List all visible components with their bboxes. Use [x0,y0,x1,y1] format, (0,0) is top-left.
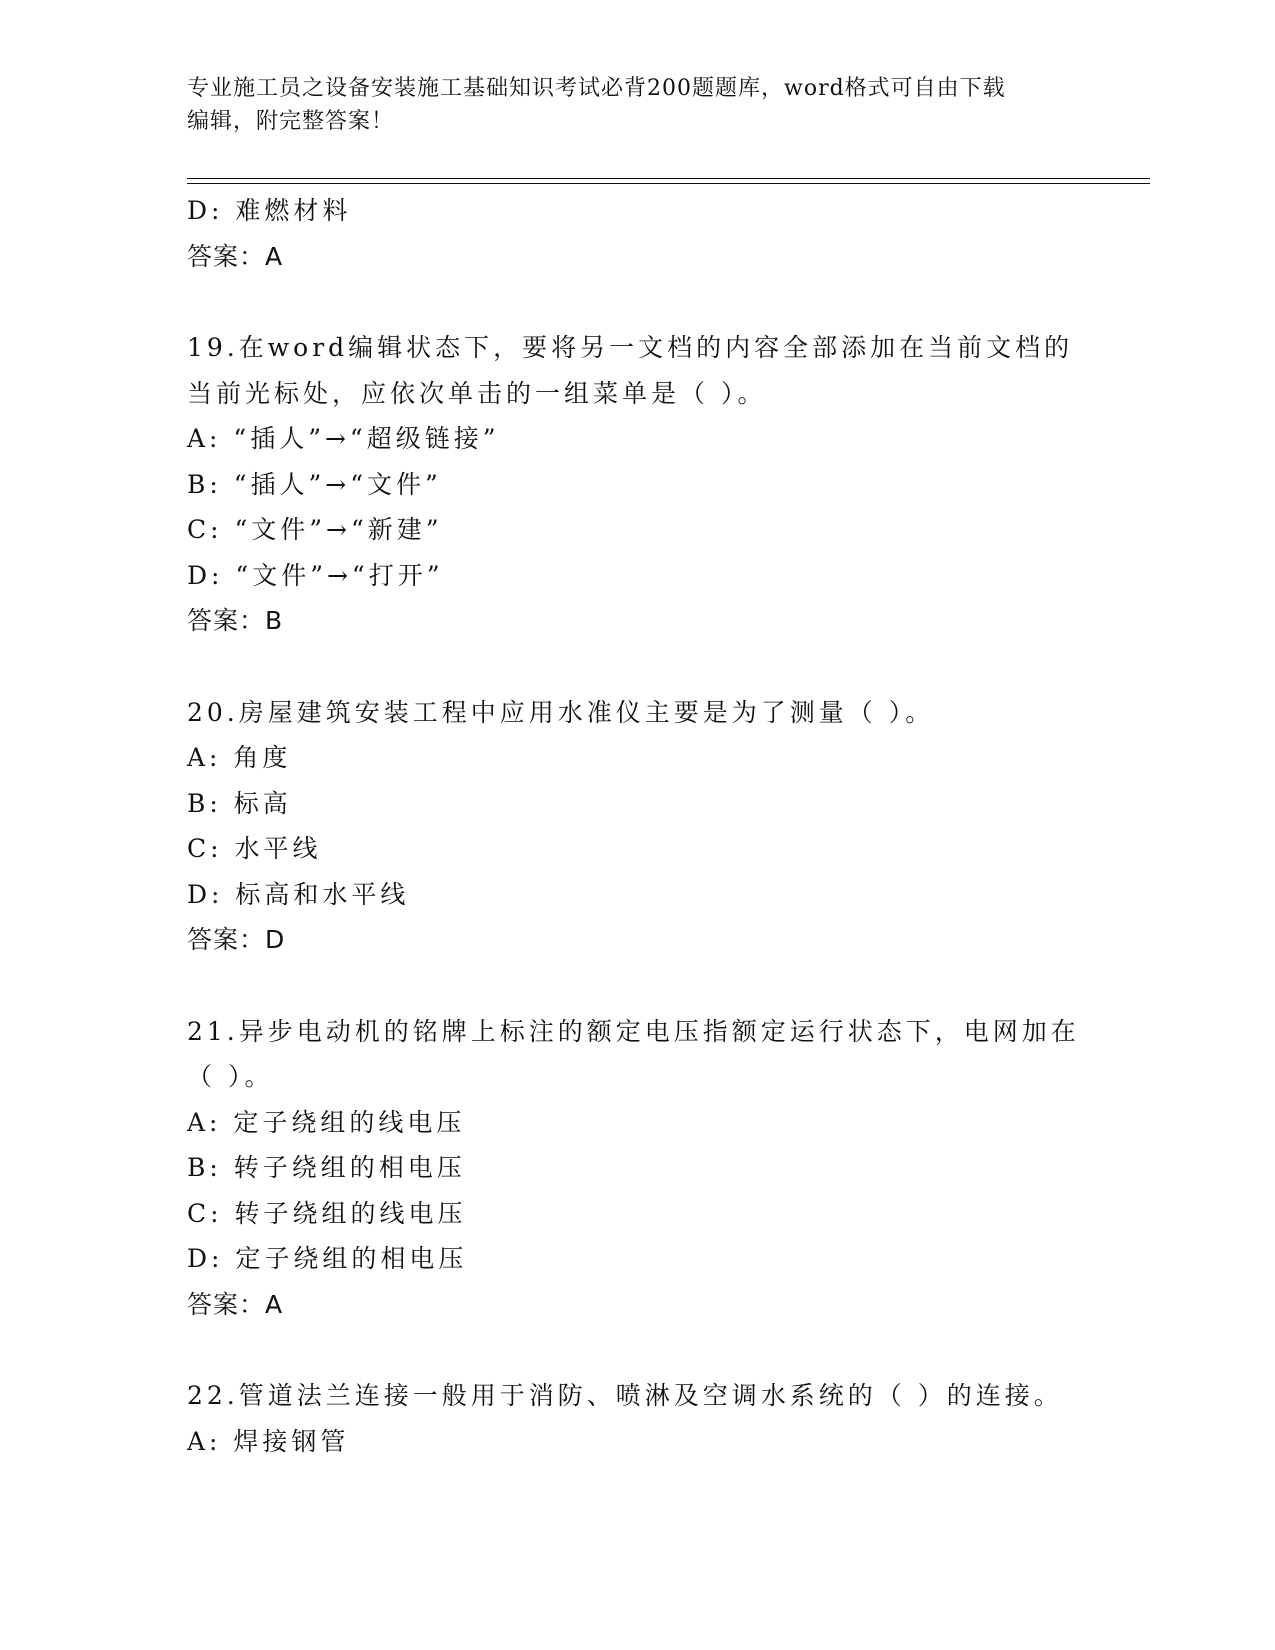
spacer [187,279,1087,325]
question-stem-line-1: 20.房屋建筑安装工程中应用水准仪主要是为了测量（ ）。 [187,697,935,727]
question-stem-line-1: 22.管道法兰连接一般用于消防、喷淋及空调水系统的（ ）的连接。 [187,1381,1063,1410]
spacer [187,644,1087,690]
option-c: C: 转子绕组的线电压 [187,1198,467,1228]
option-a: A: “插人”→“超级链接” [187,424,500,453]
question-stem-line-2: （ ）。 [187,1062,274,1091]
answer-line: 答案：A [187,1289,284,1319]
option-d: D: “文件”→“打开” [187,560,444,590]
page-header [187,72,1067,138]
question-22 [187,1373,1087,1464]
option-b: B: “插人”→“文件” [187,469,442,499]
option-b: B: 转子绕组的相电压 [187,1153,466,1182]
question-21 [187,1009,1087,1328]
option-a: A: 定子绕组的线电压 [187,1107,466,1137]
option-d: D: 定子绕组的相电压 [187,1244,468,1273]
question-list [187,188,1087,1464]
spacer [187,963,1087,1009]
question-19 [187,325,1087,644]
option-a: A: 角度 [187,743,292,772]
question-stem-line-2: 当前光标处，应依次单击的一组菜单是（ ）。 [187,378,767,408]
option-c: C: “文件”→“新建” [187,515,443,544]
answer-line: 答案：D [187,925,286,954]
question-20 [187,690,1087,963]
option-c: C: 水平线 [187,834,322,863]
option-b: B: 标高 [187,788,292,818]
spacer [187,1327,1087,1373]
question-18-tail [187,188,1087,279]
header-divider-bottom [187,183,1150,184]
header-line-1: 专业施工员之设备安装施工基础知识考试必背200题题库，word格式可自由下载 [187,76,1006,101]
answer-line: 答案：B [187,606,284,635]
option-d: D: 标高和水平线 [187,879,410,909]
answer-line: 答案：A [187,241,284,271]
option-d: D: 难燃材料 [187,196,352,225]
question-stem-line-1: 19.在word编辑状态下，要将另一文档的内容全部添加在当前文档的 [187,333,1074,362]
question-stem-line-1: 21.异步电动机的铭牌上标注的额定电压指额定运行状态下，电网加在 [187,1016,1080,1046]
header-divider-top [187,178,1150,179]
option-a: A: 焊接钢管 [187,1426,350,1456]
header-line-2: 编辑，附完整答案！ [187,109,395,134]
